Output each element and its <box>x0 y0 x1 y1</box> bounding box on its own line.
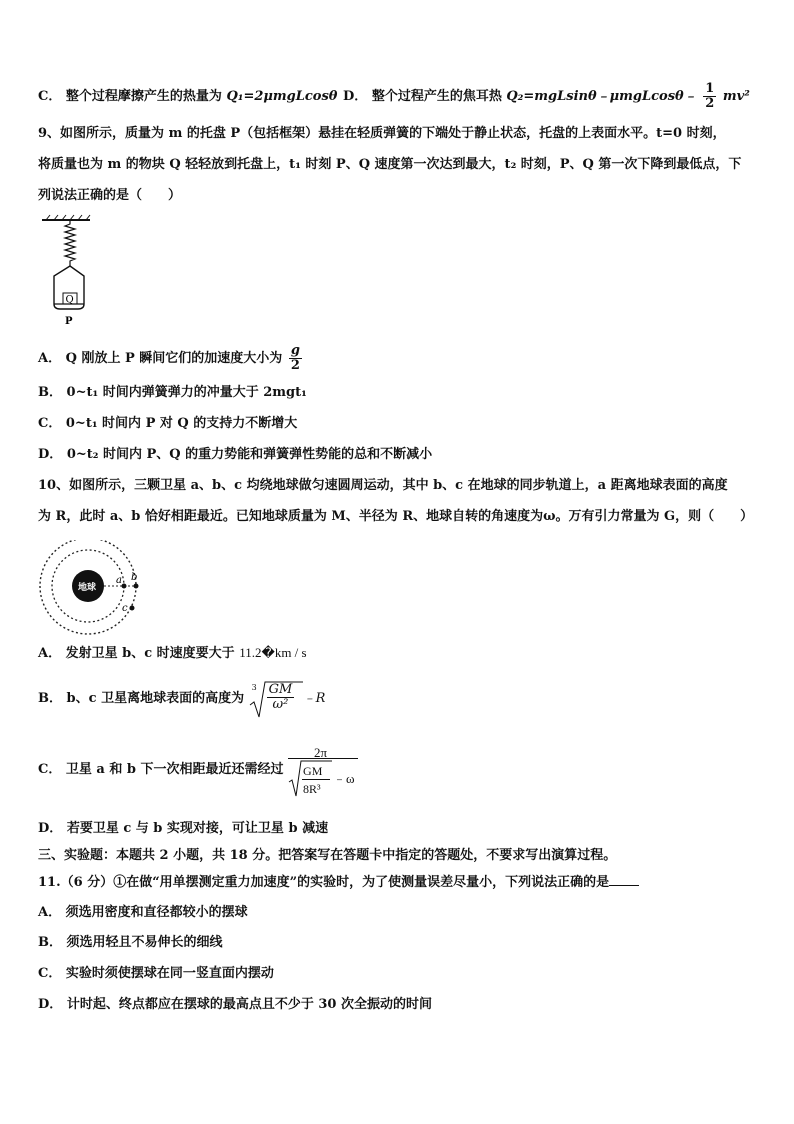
q9-stem-line2: 将质量也为 m 的物块 Q 轻轻放到托盘上，t₁ 时刻 P、Q 速度第一次达到最大，t₂ 时刻，P、Q 第一次下降到最低点，下 <box>38 157 742 172</box>
option-text: 实验时须使摆球在同一竖直面内摆动 <box>65 966 274 981</box>
option-label: C． <box>38 966 62 981</box>
expression-tail: ﹣ω <box>333 770 355 786</box>
answer-blank <box>609 873 639 886</box>
satellite-a-label: a <box>116 575 122 586</box>
option-text: 须选用轻且不易伸长的细线 <box>66 935 223 950</box>
q10-stem-line1: 10、如图所示，三颗卫星 a、b、c 均绕地球做匀速圆周运动，其中 b、c 在地球的同步轨道上，a 距离地球表面的高度 <box>38 478 728 493</box>
q10-stem-line2: 为 R，此时 a、b 恰好相距最近。已知地球质量为 M、半径为 R、地球自转的角速度为ω。万有引力常量为 G，则（ ） <box>38 509 754 524</box>
q11-option-c <box>38 965 274 983</box>
q11-option-b <box>38 934 223 952</box>
q8-option-d <box>343 80 750 114</box>
option-label: B． <box>38 691 62 706</box>
q11-option-d <box>38 996 432 1014</box>
fraction-denominator: 2 <box>705 96 715 111</box>
option-text: b、c 卫星离地球表面的高度为 <box>66 691 245 706</box>
option-text: 整个过程产生的焦耳热 <box>371 89 502 104</box>
option-text: 0~t₁ 时间内弹簧弹力的冲量大于 2mgt₁ <box>66 385 307 400</box>
satellite-b-icon <box>134 584 139 589</box>
option-text: 0~t₁ 时间内 P 对 Q 的支持力不断增大 <box>65 416 298 431</box>
tray-p-label: P <box>65 316 73 327</box>
option-text: 发射卫星 b、c 时速度要大于 <box>65 646 235 661</box>
option-text: 若要卫星 c 与 b 实现对接，可让卫星 b 减速 <box>66 821 329 836</box>
expression-numerator: 2π <box>314 744 328 760</box>
fraction <box>289 344 302 373</box>
q11-option-a <box>38 904 248 922</box>
q9-option-c <box>38 415 297 433</box>
q10-option-d <box>38 820 328 838</box>
option-label: D． <box>38 997 63 1012</box>
option-label: A． <box>38 351 62 366</box>
q11-stem <box>38 873 639 892</box>
fraction-numerator: 1 <box>705 81 715 96</box>
q11-stem-text: 11.（6 分）①在做“用单摆测定重力加速度”的实验时，为了使测量误差尽量小，下列说法正确的是 <box>38 875 610 890</box>
cube-root-expression <box>249 679 325 719</box>
fraction-denominator: 2 <box>290 358 300 373</box>
fraction-denominator: ω² <box>272 696 289 712</box>
inner-fraction-denominator: 8R³ <box>303 781 321 796</box>
q9-option-b <box>38 384 307 402</box>
spring-icon <box>65 220 75 266</box>
option-formula: Q₂=mgLsinθ﹣μmgLcosθ﹣ <box>506 89 697 104</box>
block-q-label: Q <box>65 294 74 306</box>
q10-orbit-figure <box>36 540 160 636</box>
satellite-c-label: c <box>122 603 128 614</box>
satellite-c-icon <box>130 606 135 611</box>
q10-option-a <box>38 644 307 663</box>
fraction-numerator: g <box>290 343 300 358</box>
inner-fraction-numerator: GM <box>303 763 323 778</box>
option-label: B． <box>38 385 62 400</box>
q10-option-c <box>38 740 360 800</box>
option-label: D． <box>38 821 63 836</box>
option-formula: Q₁=2μmgLcosθ <box>226 89 338 104</box>
option-label: D． <box>38 447 63 462</box>
q10-option-b <box>38 677 325 721</box>
option-formula-tail: mv² <box>722 89 750 104</box>
fraction <box>703 82 716 111</box>
ceiling-icon <box>42 215 90 220</box>
option-text: 计时起、终点都应在摆球的最高点且不少于 30 次全振动的时间 <box>66 997 432 1012</box>
period-expression <box>288 741 360 799</box>
root-index: 3 <box>251 682 257 692</box>
q9-stem-line3: 列说法正确的是（ ） <box>38 188 182 203</box>
q9-stem-line1: 9、如图所示，质量为 m 的托盘 P（包括框架）悬挂在轻质弹簧的下端处于静止状态，托盘的上表面水平。t=0 时刻， <box>38 126 726 141</box>
option-value: 11.2�km / s <box>239 645 307 660</box>
q8-option-c <box>38 88 337 106</box>
option-label: C． <box>38 762 62 777</box>
fraction-numerator: GM <box>268 681 293 697</box>
satellite-a-icon <box>122 584 127 589</box>
satellite-b-label: b <box>131 572 138 583</box>
q9-option-a <box>38 342 304 376</box>
expression-tail: ﹣R <box>302 690 326 706</box>
option-label: B． <box>38 935 62 950</box>
option-text: 须选用密度和直径都较小的摆球 <box>65 905 248 920</box>
option-text: 卫星 a 和 b 下一次相距最近还需经过 <box>65 762 284 777</box>
option-text: Q 刚放上 P 瞬间它们的加速度大小为 <box>65 351 283 366</box>
fraction <box>267 683 295 712</box>
q9-spring-tray-figure <box>38 214 98 330</box>
earth-label: 地球 <box>78 583 97 593</box>
option-label: A． <box>38 905 62 920</box>
option-label: A． <box>38 646 62 661</box>
q9-option-d <box>38 446 432 464</box>
section3-heading: 三、实验题：本题共 2 小题，共 18 分。把答案写在答题卡中指定的答题处，不要求写出演算过程。 <box>38 848 617 863</box>
option-label: D． <box>343 89 368 104</box>
option-text: 整个过程摩擦产生的热量为 <box>65 89 222 104</box>
option-label: C． <box>38 416 62 431</box>
option-label: C． <box>38 89 62 104</box>
option-text: 0~t₂ 时间内 P、Q 的重力势能和弹簧弹性势能的总和不断减小 <box>66 447 433 462</box>
